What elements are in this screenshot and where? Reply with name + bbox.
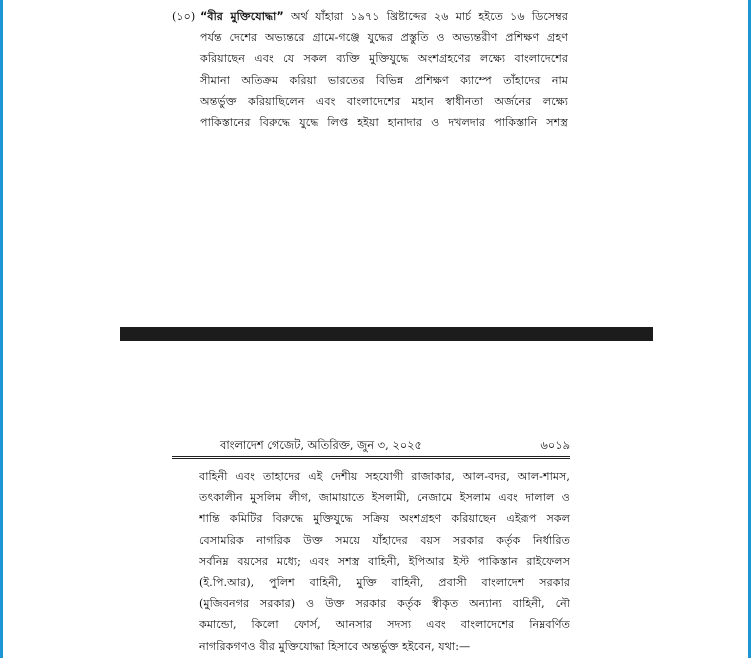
clause-line-4: সীমানা অতিক্রম করিয়া ভারতের বিভিন্ন প্রশিক্ষণ ক্যাম্পে তাঁহাদের নাম (200, 73, 568, 87)
clause-10-first-line (172, 6, 568, 27)
continuation-line-3: শান্তি কমিটির বিরুদ্ধে মুক্তিযুদ্ধে সক্রিয় অংশগ্রহণ করিয়াছেন এইরূপ সকল (199, 512, 570, 526)
clause-term: “বীর মুক্তিযোদ্ধা” (200, 10, 284, 23)
clause-line-5: অন্তর্ভুক্ত করিয়াছিলেন এবং বাংলাদেশের মহান স্বাধীনতা অর্জনের লক্ষ্যে (200, 94, 568, 108)
clause-line-1: অর্থ যাঁহারা ১৯৭১ খ্রিষ্টাব্দের ২৬ মার্চ হইতে ১৬ ডিসেম্বর (290, 10, 568, 23)
left-frame-border (0, 0, 3, 658)
gazette-header-title: বাংলাদেশ গেজেট, অতিরিক্ত, জুন ৩, ২০২৫ (220, 438, 422, 452)
continuation-line-4: বেসামরিক নাগরিক উক্ত সময়ে যাঁহাদের বয়স সরকার কর্তৃক নির্ধারিত (199, 533, 570, 547)
gazette-page-number: ৬০১৯ (540, 438, 570, 452)
continuation-line-2: তৎকালীন মুসলিম লীগ, জামায়াতে ইসলামী, নেজামে ইসলাম এবং দালাল ও (199, 491, 570, 505)
continuation-line-1: বাহিনী এবং তাহাদের এই দেশীয় সহযোগী রাজাকার, আল-বদর, আল-শামস, (199, 470, 570, 483)
clause-line-3: করিয়াছেন এবং যে সকল ব্যক্তি মুক্তিযুদ্ধে অংশগ্রহণের লক্ষ্যে বাংলাদেশের (200, 52, 568, 66)
continuation-paragraph (199, 466, 570, 657)
clause-10-block (172, 6, 568, 133)
continuation-line-8: কমান্ডো, কিলো ফোর্স, আনসার সদস্য এবং বাংলাদেশের নিম্নবর্ণিত (199, 618, 570, 632)
continuation-line-6: (ই.পি.আর), পুলিশ বাহিনী, মুক্তি বাহিনী, প্রবাসী বাংলাদেশ সরকার (199, 575, 570, 589)
continuation-line-9: নাগরিকগণও বীর মুক্তিযোদ্ধা হিসাবে অন্তর্ভুক্ত হইবেন, যথা:— (199, 639, 471, 653)
clause-line-2: পর্যন্ত দেশের অভ্যন্তরে গ্রামে-গঞ্জে যুদ্ধের প্রস্তুতি ও অভ্যন্তরীণ প্রশিক্ষণ গ্রহণ (200, 31, 568, 45)
clause-line-6: পাকিস্তানের বিরুদ্ধে যুদ্ধে লিপ্ত হইয়া হানাদার ও দখলদার পাকিস্তানি সশস্ত্র (200, 115, 568, 129)
continuation-line-5: সর্বনিম্ন বয়সের মধ্যে; এবং সশস্ত্র বাহিনী, ইপিআর ইস্ট পাকিস্তান রাইফেলস (199, 554, 570, 568)
page-break-bar (120, 327, 653, 341)
header-double-rule (172, 456, 570, 459)
clause-number: (১০) (172, 10, 196, 23)
continuation-line-7: (মুজিবনগর সরকার) ও উক্ত সরকার কর্তৃক স্বীকৃত অন্যান্য বাহিনী, নৌ (199, 597, 570, 611)
gazette-page-header (172, 437, 570, 457)
